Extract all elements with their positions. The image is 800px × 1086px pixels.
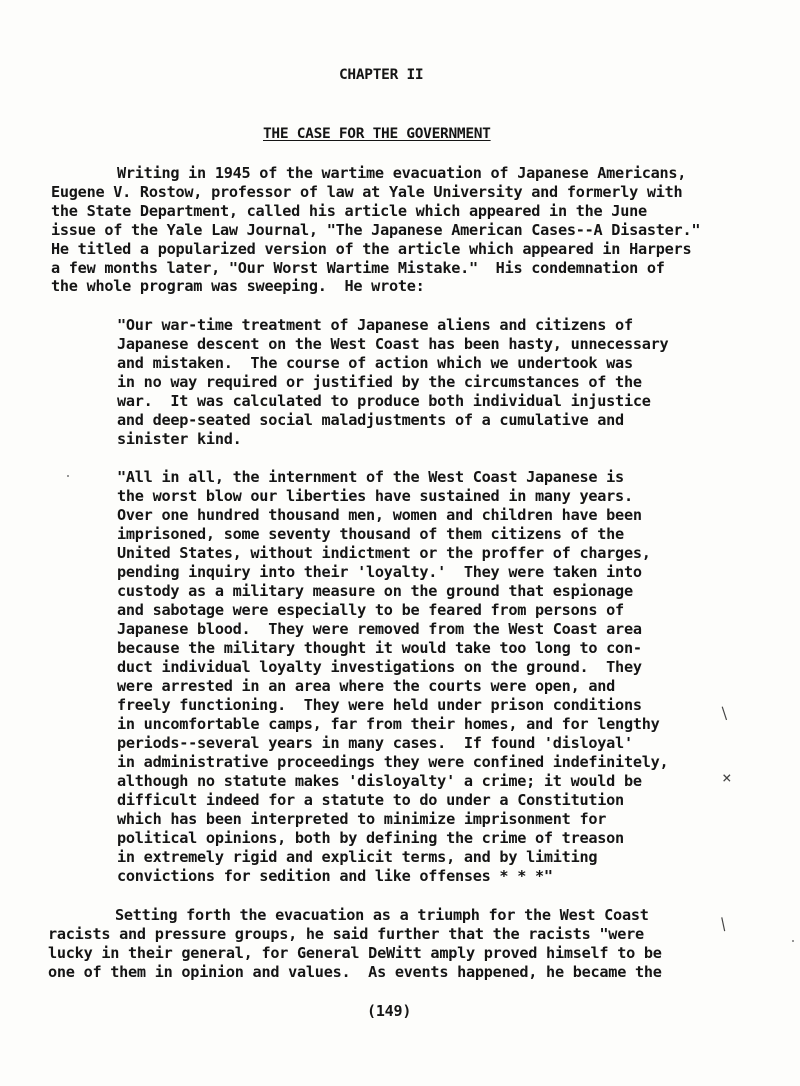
quote-line: United States, without indictment or the proffer of charges, [117,544,651,562]
quote-line: freely functioning. They were held under prison conditions [117,696,642,714]
margin-tick-mark: | [717,704,731,722]
quote-line: imprisoned, some seventy thousand of them citizens of the [117,525,624,543]
quote-line: Over one hundred thousand men, women and children have been [117,506,642,524]
quote-line: pending inquiry into their 'loyalty.' They were taken into [117,563,642,581]
quote-line: duct individual loyalty investigations on the ground. They [117,658,642,676]
quote-line: difficult indeed for a statute to do under a Constitution [117,791,624,809]
quote-line: in extremely rigid and explicit terms, and by limiting [117,848,598,866]
margin-tick-mark: | [717,915,730,933]
scan-speck [792,940,794,942]
quote-line: in uncomfortable camps, far from their homes, and for lengthy [117,715,660,733]
quote-line: which has been interpreted to minimize imprisonment for [117,810,607,828]
paragraph-line: He titled a popularized version of the article which appeared in Harpers [51,240,692,258]
paragraph-line: the whole program was sweeping. He wrote: [51,277,425,295]
quote-line: "All in all, the internment of the West Coast Japanese is [117,468,624,486]
quote-line: and deep-seated social maladjustments of a cumulative and [117,411,624,429]
paragraph-line: Setting forth the evacuation as a triumph for the West Coast [115,906,649,924]
paragraph-line: Writing in 1945 of the wartime evacuation of Japanese Americans, [117,164,687,182]
quote-line: were arrested in an area where the courts were open, and [117,677,616,695]
quote-line: political opinions, both by defining the crime of treason [117,829,624,847]
scan-speck [67,475,69,477]
quote-line: in administrative proceedings they were confined indefinitely, [117,753,669,771]
paragraph-line: racists and pressure groups, he said further that the racists "were [48,925,644,943]
quote-line: convictions for sedition and like offenses * * *" [117,867,553,885]
quote-line: and sabotage were especially to be feared from persons of [117,601,624,619]
quote-line: the worst blow our liberties have sustained in many years. [117,487,633,505]
chapter-heading: CHAPTER II [339,67,424,83]
quote-line: Japanese descent on the West Coast has been hasty, unnecessary [117,335,669,353]
quote-line: although no statute makes 'disloyalty' a crime; it would be [117,772,642,790]
quote-line: war. It was calculated to produce both individual injustice [117,392,651,410]
paragraph-line: Eugene V. Rostow, professor of law at Yale University and formerly with [51,183,683,201]
quote-line: because the military thought it would take too long to con- [117,639,642,657]
paragraph-line: one of them in opinion and values. As events happened, he became the [48,963,662,981]
section-heading: THE CASE FOR THE GOVERNMENT [263,126,491,142]
quote-line: "Our war-time treatment of Japanese aliens and citizens of [117,316,633,334]
page-number: (149) [367,1002,412,1020]
quote-line: in no way required or justified by the circumstances of the [117,373,642,391]
quote-line: periods--several years in many cases. If found 'disloyal' [117,734,633,752]
paragraph-line: lucky in their general, for General DeWitt amply proved himself to be [48,944,662,962]
paragraph-line: issue of the Yale Law Journal, "The Japanese American Cases--A Disaster." [51,221,701,239]
paragraph-line: a few months later, "Our Worst Wartime Mistake." His condemnation of [51,259,665,277]
quote-line: sinister kind. [117,430,242,448]
quote-line: and mistaken. The course of action which we undertook was [117,354,633,372]
paragraph-line: the State Department, called his article which appeared in the June [51,202,647,220]
quote-line: custody as a military measure on the ground that espionage [117,582,633,600]
margin-cross-mark: × [722,768,732,787]
quote-line: Japanese blood. They were removed from the West Coast area [117,620,642,638]
